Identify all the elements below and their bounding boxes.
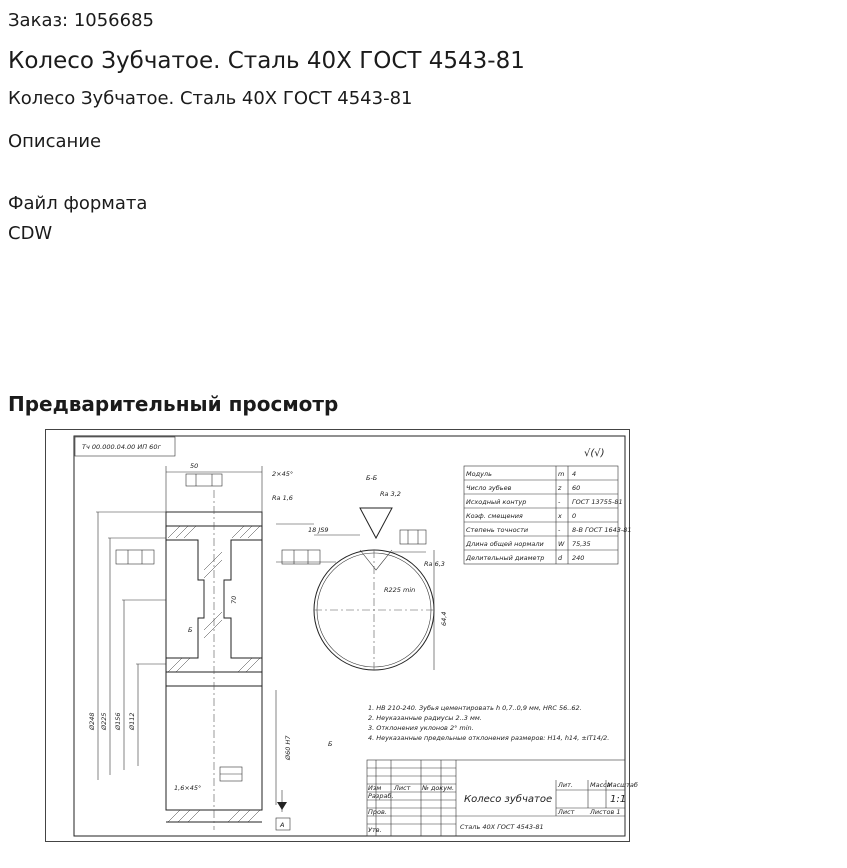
param-cell: Степень точности xyxy=(466,526,529,534)
datum-b: Б xyxy=(328,740,333,748)
param-cell: m xyxy=(558,470,565,478)
tolerance-frame-2 xyxy=(116,550,154,564)
param-cell: Коэф. смещения xyxy=(466,512,523,520)
tb-part-name: Колесо зубчатое xyxy=(464,794,553,805)
roughness-symbol: √(√) xyxy=(584,448,605,459)
dim-key-depth: 64,4 xyxy=(440,611,448,626)
tb-utv: Утв. xyxy=(368,826,382,834)
file-format-value: CDW xyxy=(8,223,53,244)
keyway-section-view xyxy=(314,508,436,670)
tb-sheet: Лист xyxy=(558,808,575,816)
tb-doc: № докум. xyxy=(422,784,455,792)
tb-list: Лист xyxy=(394,784,411,792)
dim-d1: Ø248 xyxy=(88,712,96,730)
technical-drawing xyxy=(46,430,638,841)
roughness-a: Ra 1,6 xyxy=(272,494,293,502)
tb-mass: Масса xyxy=(590,781,611,789)
param-cell: 75,35 xyxy=(572,540,591,548)
param-cell: - xyxy=(558,526,561,534)
chamfer-1: 2×45° xyxy=(272,470,294,478)
section-title: Б-Б xyxy=(366,474,378,482)
param-cell: 60 xyxy=(572,484,581,492)
note-4: 4. Неуказанные предельные отклонения размеров: H14, h14, ±IT14/2. xyxy=(368,734,610,742)
description-label: Описание xyxy=(8,131,102,152)
param-cell: d xyxy=(558,554,563,562)
param-cell: Исходный контур xyxy=(466,498,527,506)
roughness-c: Ra 6,3 xyxy=(424,560,445,568)
param-cell: 0 xyxy=(572,512,577,520)
tb-sheets: Листов 1 xyxy=(590,808,621,816)
product-title: Колесо Зубчатое. Сталь 40Х ГОСТ 4543-81 xyxy=(8,48,525,74)
order-number: Заказ: 1056685 xyxy=(8,10,154,31)
dim-radius: R225 min xyxy=(384,586,416,594)
dim-hub: 70 xyxy=(230,595,238,604)
tolerance-frame-4 xyxy=(220,767,242,781)
param-cell: ГОСТ 13755-81 xyxy=(572,498,623,506)
dim-d4: Ø112 xyxy=(128,712,136,730)
gear-section-view xyxy=(166,490,262,830)
datum-a: A xyxy=(280,821,285,829)
note-3: 3. Отклонения уклонов 2° min. xyxy=(368,724,474,732)
note-1: 1. HB 210-240. Зубья цементировать h 0,7..0,9 мм, HRC 56..62. xyxy=(368,704,582,712)
roughness-b: Ra 3,2 xyxy=(380,490,401,498)
stamp-code: Тч 00.000.04.00 ИП 60г xyxy=(82,443,161,451)
gear-parameters-table xyxy=(464,466,631,564)
file-format-label: Файл формата xyxy=(8,193,148,214)
param-cell: Длина общей нормали xyxy=(466,540,544,548)
param-cell: Число зубьев xyxy=(466,484,512,492)
preview-heading: Предварительный просмотр xyxy=(8,392,339,416)
product-subtitle: Колесо Зубчатое. Сталь 40Х ГОСТ 4543-81 xyxy=(8,88,413,109)
technical-notes xyxy=(368,704,609,742)
tb-razrab: Разраб. xyxy=(368,792,394,800)
param-cell: Делительный диаметр xyxy=(466,554,545,562)
param-cell: W xyxy=(558,540,565,548)
dim-d3: Ø156 xyxy=(114,712,122,730)
param-cell: Модуль xyxy=(466,470,492,478)
drawing-frame xyxy=(74,436,625,836)
dimension-lines xyxy=(96,466,336,805)
title-block xyxy=(367,760,638,836)
tb-scale-label: Масштаб xyxy=(607,781,638,789)
param-cell: 8-В ГОСТ 1643-81 xyxy=(572,526,632,534)
tb-izm: Изм xyxy=(368,784,382,792)
section-mark: Б xyxy=(188,626,193,634)
dim-bore: Ø60 H7 xyxy=(284,735,292,760)
drawing-preview[interactable] xyxy=(45,429,638,842)
tb-scale: 1:1 xyxy=(610,794,627,805)
dim-width: 50 xyxy=(190,462,199,470)
note-2: 2. Неуказанные радиусы 2..3 мм. xyxy=(368,714,482,722)
tolerance-frame-1 xyxy=(186,474,222,486)
dim-d2: Ø225 xyxy=(100,712,108,730)
dim-key: 18 JS9 xyxy=(308,526,329,534)
param-cell: 240 xyxy=(572,554,585,562)
param-cell: z xyxy=(558,484,562,492)
param-cell: x xyxy=(558,512,562,520)
datum-a-marker xyxy=(276,790,290,830)
tb-material: Сталь 40Х ГОСТ 4543-81 xyxy=(460,823,544,831)
chamfer-2: 1,6×45° xyxy=(174,784,202,792)
param-cell: 4 xyxy=(572,470,577,478)
param-cell: - xyxy=(558,498,561,506)
tb-lit: Лит. xyxy=(558,781,573,789)
tb-prov: Пров. xyxy=(368,808,387,816)
